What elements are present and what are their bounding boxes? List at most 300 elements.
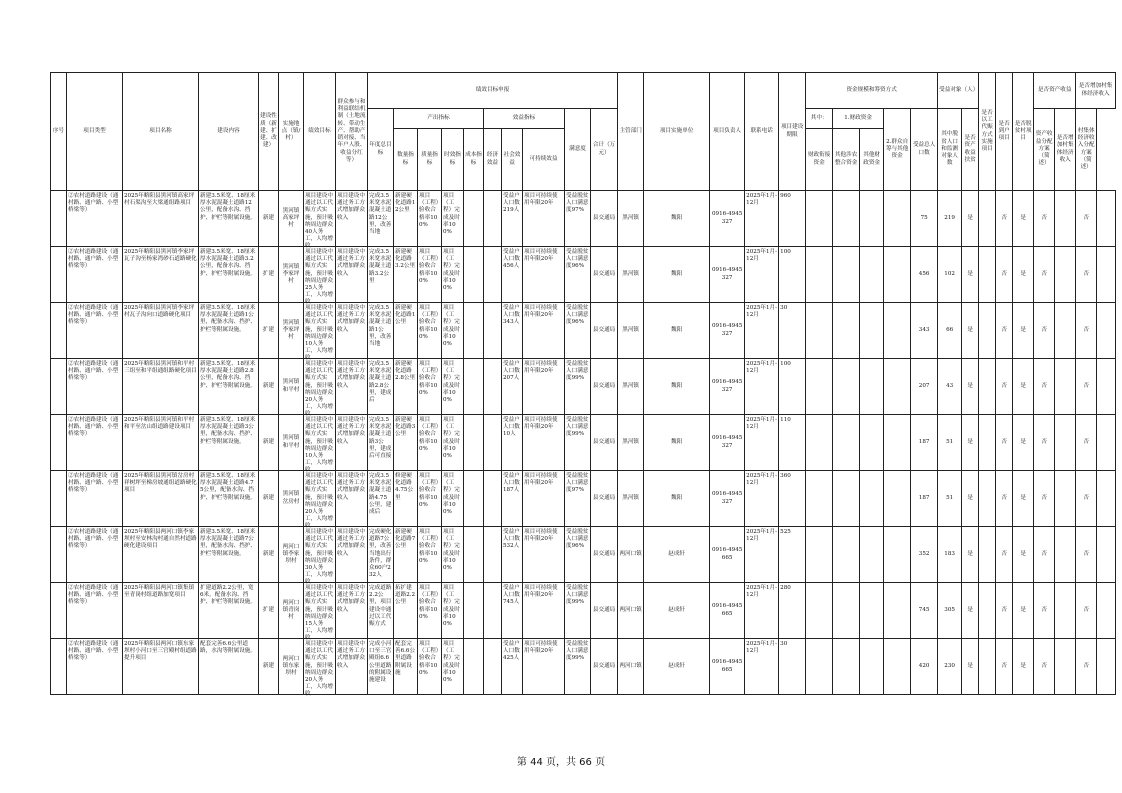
cell-coll	[1076, 415, 1097, 471]
cell-content	[199, 583, 259, 639]
cell-hh	[979, 247, 996, 303]
cell-text: 否	[1001, 382, 1007, 389]
cell-seq	[51, 247, 67, 303]
header-output: 产出指标	[394, 109, 484, 129]
cell-text: 525	[780, 529, 791, 535]
cell-text: 受益户人口数425人	[503, 641, 520, 662]
cell-type	[67, 191, 123, 247]
table-row	[51, 639, 1116, 695]
cell-text: 100	[780, 361, 791, 367]
cell-coll	[1076, 639, 1097, 695]
cell-cost	[464, 303, 484, 359]
cell-qty	[394, 359, 418, 415]
cell-text: 受益户人口数745人	[503, 585, 520, 606]
cell-coll	[1076, 583, 1097, 639]
cell-text: 黑河镇和平村	[282, 379, 300, 393]
cell-coll	[1076, 471, 1097, 527]
cell-coll	[1076, 191, 1097, 247]
cell-econ	[484, 583, 502, 639]
cell-econ	[484, 303, 502, 359]
cell-ai-plan	[1055, 639, 1076, 695]
cell-text: 新建3.5米宽、18厘米厚水泥混凝土道路2.8公里，配备水沟、挡护、护栏等附属设施。	[200, 361, 256, 389]
cell-dept	[591, 471, 618, 527]
cell-ai2	[1034, 527, 1055, 583]
cell-text: 新建	[262, 662, 275, 669]
cell-text: 项目建设中通过务工方式增加群众收入	[337, 641, 365, 669]
cell-other-fiscal	[860, 639, 884, 695]
cell-sat	[565, 303, 591, 359]
cell-period	[745, 303, 779, 359]
cell-text: 否	[1001, 438, 1007, 445]
cell-central	[806, 359, 833, 415]
cell-nature	[259, 527, 279, 583]
cell-sustain	[523, 471, 565, 527]
cell-text: 新建硬化道路7公里	[395, 529, 416, 550]
cell-social	[502, 303, 523, 359]
cell-text: 30	[780, 641, 788, 647]
cell-text: 0916-4945665	[711, 547, 743, 561]
header-collective: 是否增加村集体经济收入	[1076, 73, 1116, 109]
cell-coll-plan	[1097, 639, 1116, 695]
cell-coll-plan	[1097, 359, 1116, 415]
header-nature: 建设性质（新建、扩建、改建）	[259, 73, 279, 191]
cell-name	[123, 527, 199, 583]
cell-text: 赵成轩	[668, 550, 686, 557]
cell-name	[123, 303, 199, 359]
header-other-agri: 其他涉农整合资金	[833, 129, 860, 191]
cell-text: 魏阳	[671, 326, 683, 333]
header-seq: 序号	[51, 73, 67, 191]
cell-cost	[464, 247, 484, 303]
cell-sat	[565, 191, 591, 247]
cell-ben-total	[911, 471, 938, 527]
cell-text: 两河口镇	[619, 550, 642, 557]
cell-text: 是	[1020, 662, 1026, 669]
cell-phone	[710, 191, 745, 247]
header-household: 是否到户项目	[996, 73, 1013, 191]
cell-other-agri	[833, 303, 860, 359]
cell-cost	[464, 191, 484, 247]
cell-text: 项目（工程）验收合格率100%	[419, 641, 439, 676]
cell-text: 51	[946, 438, 954, 445]
cell-text: 赵成轩	[668, 606, 686, 613]
cell-type	[67, 471, 123, 527]
cell-ben-poor	[938, 191, 962, 247]
cell-cost	[464, 583, 484, 639]
cell-quality	[418, 583, 442, 639]
cell-other-agri	[833, 527, 860, 583]
cell-text: 否	[1083, 606, 1089, 613]
header-location: 实施地点（镇/村）	[279, 73, 304, 191]
cell-coll	[1076, 527, 1097, 583]
cell-econ	[484, 359, 502, 415]
cell-time	[442, 359, 464, 415]
cell-text: 项目（工程）验收合格率100%	[419, 529, 439, 564]
cell-text: 黑河镇和平村	[282, 435, 300, 449]
cell-ai-plan	[1055, 247, 1076, 303]
cell-text: 项目建设中通过务工方式增加群众收入	[337, 361, 365, 389]
cell-text: 是	[1020, 438, 1026, 445]
cell-text: 受益户人口数207人	[503, 361, 520, 382]
cell-text: 是	[967, 438, 973, 445]
cell-coll	[1076, 303, 1097, 359]
cell-text: 修建硬化道路4.75公里	[395, 473, 414, 501]
cell-ben-total	[911, 639, 938, 695]
cell-text: 项目建设中通过以工代赈方式实施，预计吸纳周边群众15人务工，人均增收	[305, 585, 333, 642]
cell-text: 项目（工程）完成及时率100%	[443, 361, 460, 404]
cell-sat	[565, 639, 591, 695]
cell-ai2	[1034, 359, 1055, 415]
cell-pv	[996, 639, 1013, 695]
cell-type	[67, 583, 123, 639]
cell-ai2	[1034, 247, 1055, 303]
cell-seq	[51, 471, 67, 527]
cell-text: 是	[967, 382, 973, 389]
cell-text: 0916-4945665	[711, 659, 743, 673]
cell-other-fiscal	[860, 303, 884, 359]
cell-content	[199, 191, 259, 247]
cell-self	[884, 191, 911, 247]
cell-ai2	[1034, 415, 1055, 471]
cell-sat	[565, 247, 591, 303]
cell-type	[67, 527, 123, 583]
header-social: 社会效益	[502, 129, 523, 191]
cell-text: 456	[918, 270, 930, 277]
cell-goal	[304, 471, 336, 530]
cell-text: 否	[1041, 606, 1047, 613]
cell-central	[806, 471, 833, 527]
cell-text: 否	[1001, 270, 1007, 277]
cell-phone	[710, 359, 745, 415]
cell-quality	[418, 527, 442, 583]
cell-benefit	[336, 359, 368, 415]
cell-ben-total	[911, 583, 938, 639]
cell-text: 项目（工程）验收合格率100%	[419, 193, 439, 228]
cell-unit	[618, 247, 644, 303]
cell-text: 两河口镇青岗村	[282, 599, 300, 621]
cell-annual	[368, 247, 394, 303]
cell-text: 项目可持续使用年限20年	[524, 417, 558, 431]
cell-phone	[710, 247, 745, 303]
cell-unit	[618, 415, 644, 471]
cell-sustain	[523, 359, 565, 415]
cell-central	[806, 247, 833, 303]
cell-time	[442, 583, 464, 639]
header-poor-village: 是否脱贫村项目	[1013, 73, 1034, 191]
cell-nature	[259, 303, 279, 359]
cell-period	[745, 583, 779, 639]
cell-text: 新建3.5米宽、18厘米厚水泥混凝土道路1公里，配备水沟、挡护、护栏等附属设施。	[200, 305, 256, 333]
cell-period	[745, 471, 779, 527]
cell-text: 两河口镇	[619, 606, 642, 613]
cell-text: ②农村道路建设（通村路、通户路、小型桥梁等）	[68, 529, 119, 550]
header-self-raised: 2.群众自筹与其他资金	[884, 109, 911, 191]
cell-text: 新建3.5米宽、18厘米厚水泥混凝土道路3公里，配备水沟、挡护、护栏等附属设施。	[200, 417, 256, 445]
cell-text: 项目可持续使用年限20年	[524, 305, 558, 319]
cell-text: 受益脱贫人口满意度97%	[566, 473, 589, 494]
cell-goal	[304, 359, 336, 418]
cell-text: 100	[780, 249, 791, 255]
cell-ai	[1013, 359, 1034, 415]
cell-text: 是	[967, 214, 973, 221]
cell-other-fiscal	[860, 471, 884, 527]
cell-text: ②农村道路建设（通村路、通户路、小型桥梁等）	[68, 305, 119, 326]
cell-social	[502, 191, 523, 247]
cell-seq	[51, 359, 67, 415]
cell-text: 黑河镇	[622, 214, 640, 221]
header-phone: 联系电话	[745, 73, 779, 191]
cell-text: 183	[944, 550, 955, 557]
cell-coll-plan	[1097, 247, 1116, 303]
cell-ben-total	[911, 359, 938, 415]
header-annual: 年度总目标	[368, 109, 394, 191]
cell-text: 县交通局	[592, 606, 616, 613]
cell-text: 项目（工程）完成及时率100%	[443, 249, 460, 292]
cell-sustain	[523, 303, 565, 359]
cell-time	[442, 527, 464, 583]
cell-text: 项目建设中通过务工方式增加群众收入	[337, 417, 365, 445]
cell-other-fiscal	[860, 527, 884, 583]
cell-work-relief	[962, 471, 979, 527]
header-work-relief: 是否以工代赈方式实施项目	[979, 73, 996, 191]
cell-text: 县交通局	[592, 214, 616, 221]
cell-content	[199, 527, 259, 583]
cell-unit	[618, 359, 644, 415]
cell-dept	[591, 303, 618, 359]
cell-text: 207	[918, 382, 930, 389]
cell-text: 新建3.5米宽、18厘米厚水泥混凝土道路4.75公里，配备水沟、挡护、护栏等附属设施。	[200, 473, 256, 501]
cell-text: 受益脱贫人口满意度96%	[566, 249, 589, 270]
cell-text: 两河口镇李家坝村	[282, 543, 300, 565]
cell-text: 项目建设中通过以工代赈方式实施，预计吸纳周边群众40人务工，人均增收	[305, 193, 333, 250]
table-row	[51, 471, 1116, 527]
header-project-name: 项目名称	[123, 73, 199, 191]
cell-sat	[565, 583, 591, 639]
cell-seq	[51, 527, 67, 583]
cell-text: 魏阳	[671, 270, 683, 277]
cell-text: 2025年略阳县两河口镇东家坝村小河口至三官殿村组道路提升项目	[124, 641, 197, 662]
cell-text: 项目建设中通过以工代赈方式实施，预计吸纳周边群众10人务工，人均增收	[305, 417, 333, 474]
cell-pv	[996, 415, 1013, 471]
cell-text: 县交通局	[592, 494, 616, 501]
cell-qty	[394, 471, 418, 527]
cell-person	[644, 471, 710, 527]
cell-dept	[591, 191, 618, 247]
cell-ai-plan	[1055, 415, 1076, 471]
cell-text: 魏阳	[671, 494, 683, 501]
cell-ai-plan	[1055, 583, 1076, 639]
header-benefit-mechanism: 群众参与和利益联结机制（土地流转、带动生产、帮助产销对接、当年户人股、收益分红等）	[336, 73, 368, 191]
cell-time	[442, 639, 464, 695]
page-footer: 第 44 页，共 66 页	[516, 757, 606, 768]
cell-other-fiscal	[860, 583, 884, 639]
cell-text: ②农村道路建设（通村路、通户路、小型桥梁等）	[68, 193, 119, 214]
header-effect: 效益指标	[484, 109, 565, 129]
cell-ai	[1013, 583, 1034, 639]
cell-text: 完成3.5米宽水泥混凝土道路2.8公里，建成后	[369, 361, 392, 404]
cell-total	[779, 303, 806, 359]
cell-text: 两河口镇	[619, 662, 642, 669]
cell-text: 2025年略阳县黑河镇和平村和平至岔山组道路建设项目	[124, 417, 195, 431]
cell-text: 是	[1020, 214, 1026, 221]
cell-dept	[591, 583, 618, 639]
cell-text: 完成道路2.2公里，项目建设中通过以工代赈方式	[369, 585, 392, 628]
cell-text: 县交通局	[592, 662, 616, 669]
cell-text: 拓扩建道路2.2公里	[395, 585, 416, 606]
cell-ai	[1013, 247, 1034, 303]
cell-name	[123, 471, 199, 527]
cell-quality	[418, 639, 442, 695]
cell-text: 0916-4945327	[711, 491, 743, 505]
cell-ai2	[1034, 583, 1055, 639]
cell-annual	[368, 415, 394, 471]
cell-text: 配套完善6.6公里道路附属设施	[395, 641, 416, 676]
cell-self	[884, 639, 911, 695]
cell-total	[779, 191, 806, 247]
cell-text: 960	[780, 193, 791, 199]
cell-total	[779, 471, 806, 527]
cell-work-relief	[962, 527, 979, 583]
cell-person	[644, 247, 710, 303]
cell-nature	[259, 471, 279, 527]
cell-text: 新建硬化道路1公里	[395, 305, 416, 326]
cell-text: 受益脱贫人口满意度96%	[566, 529, 589, 550]
header-period: 项目建设期限	[779, 73, 806, 191]
cell-other-agri	[833, 359, 860, 415]
header-total: 合计（万元）	[591, 109, 618, 191]
cell-other-agri	[833, 639, 860, 695]
cell-central	[806, 415, 833, 471]
cell-text: 项目（工程）验收合格率100%	[419, 585, 439, 620]
cell-text: 2025年1月-12月	[746, 641, 778, 655]
cell-coll-plan	[1097, 471, 1116, 527]
cell-text: 是	[967, 494, 973, 501]
cell-ai-plan	[1055, 191, 1076, 247]
cell-text: 2025年1月-12月	[746, 193, 778, 207]
cell-dept	[591, 415, 618, 471]
cell-text: 新建	[262, 214, 275, 221]
cell-text: ②农村道路建设（通村路、通户路、小型桥梁等）	[68, 249, 119, 270]
cell-dept	[591, 247, 618, 303]
cell-qty	[394, 247, 418, 303]
cell-central	[806, 583, 833, 639]
cell-text: 否	[1001, 326, 1007, 333]
cell-annual	[368, 583, 394, 639]
cell-ai2	[1034, 471, 1055, 527]
cell-total	[779, 247, 806, 303]
cell-total	[779, 583, 806, 639]
cell-text: 2025年1月-12月	[746, 361, 778, 375]
cell-text: 新建	[262, 438, 275, 445]
cell-social	[502, 359, 523, 415]
cell-ai-plan	[1055, 303, 1076, 359]
cell-pv	[996, 191, 1013, 247]
cell-annual	[368, 527, 394, 583]
header-ben-poor: 其中脱贫人口和监测对象人数	[938, 109, 962, 191]
cell-text: 新建硬化道路2.8公里	[395, 361, 416, 382]
cell-work-relief	[962, 359, 979, 415]
cell-econ	[484, 247, 502, 303]
cell-sustain	[523, 191, 565, 247]
cell-type	[67, 415, 123, 471]
cell-seq	[51, 191, 67, 247]
cell-name	[123, 247, 199, 303]
cell-text: 黑河镇	[622, 382, 640, 389]
cell-sat	[565, 471, 591, 527]
cell-coll-plan	[1097, 415, 1116, 471]
cell-period	[745, 247, 779, 303]
project-table	[50, 72, 1116, 698]
header-satisfaction: 满意度	[565, 109, 591, 191]
cell-text: 2025年1月-12月	[746, 305, 778, 319]
cell-self	[884, 471, 911, 527]
cell-work-relief	[962, 191, 979, 247]
table-row	[51, 359, 1116, 415]
cell-text: 完成3.5米宽水泥混凝土道路3公里，建成后可直接	[369, 417, 392, 460]
cell-text: 0916-4945665	[711, 603, 743, 617]
cell-ben-poor	[938, 639, 962, 695]
cell-ai	[1013, 191, 1034, 247]
cell-benefit	[336, 639, 368, 695]
cell-ben-poor	[938, 471, 962, 527]
cell-text: 0916-4945327	[711, 379, 743, 393]
cell-econ	[484, 415, 502, 471]
cell-text: 2025年1月-12月	[746, 529, 778, 543]
cell-text: 项目（工程）完成及时率100%	[443, 473, 460, 516]
cell-hh	[979, 415, 996, 471]
cell-work-relief	[962, 303, 979, 359]
cell-text: 受益户人口数343人	[503, 305, 520, 326]
cell-text: 完成硬化道路7公里，改善当地出行条件，群众60户232人	[369, 529, 392, 579]
header-unit: 项目实施单位	[644, 73, 710, 191]
cell-text: 187	[918, 494, 930, 501]
cell-text: 项目建设中通过务工方式增加群众收入	[337, 249, 365, 277]
cell-text: 项目（工程）完成及时率100%	[443, 193, 460, 236]
cell-text: 完成3.5米宽水泥混凝土道路3.2公里	[369, 249, 392, 284]
cell-ai2	[1034, 639, 1055, 695]
header-dept: 主管部门	[618, 73, 644, 191]
cell-ai-plan	[1055, 471, 1076, 527]
cell-type	[67, 359, 123, 415]
cell-text: 项目（工程）验收合格率100%	[419, 361, 439, 396]
cell-quality	[418, 303, 442, 359]
cell-text: 2025年略阳县黑河镇李家坪村瓦子沟向口道路硬化项目	[124, 305, 195, 319]
cell-text: 黑河镇	[622, 326, 640, 333]
cell-text: 扩建	[262, 270, 275, 277]
header-econ: 经济效益	[484, 129, 502, 191]
cell-text: 受益脱贫人口满意度99%	[566, 361, 589, 382]
cell-text: 项目建设中通过以工代赈方式实施，预计吸纳周边群众10人务工，人均增收	[305, 305, 333, 362]
cell-text: 完成小河口至三官殿组6.6公里道路的附属设施建设	[369, 641, 392, 684]
cell-text: 否	[1041, 438, 1047, 445]
header-sustain: 可持续效益	[523, 129, 565, 191]
cell-time	[442, 471, 464, 527]
cell-text: 102	[944, 270, 955, 277]
cell-quality	[418, 359, 442, 415]
cell-coll	[1076, 359, 1097, 415]
cell-text: 否	[1041, 214, 1047, 221]
cell-location	[279, 527, 304, 583]
table-row	[51, 247, 1116, 303]
cell-name	[123, 191, 199, 247]
cell-text: 项目（工程）完成及时率100%	[443, 417, 460, 460]
cell-text: 否	[1041, 326, 1047, 333]
cell-text: 黑河镇	[622, 438, 640, 445]
cell-ben-total	[911, 191, 938, 247]
header-of-which: 其中：	[806, 109, 833, 129]
cell-text: 是	[1020, 606, 1026, 613]
cell-unit	[618, 639, 644, 695]
